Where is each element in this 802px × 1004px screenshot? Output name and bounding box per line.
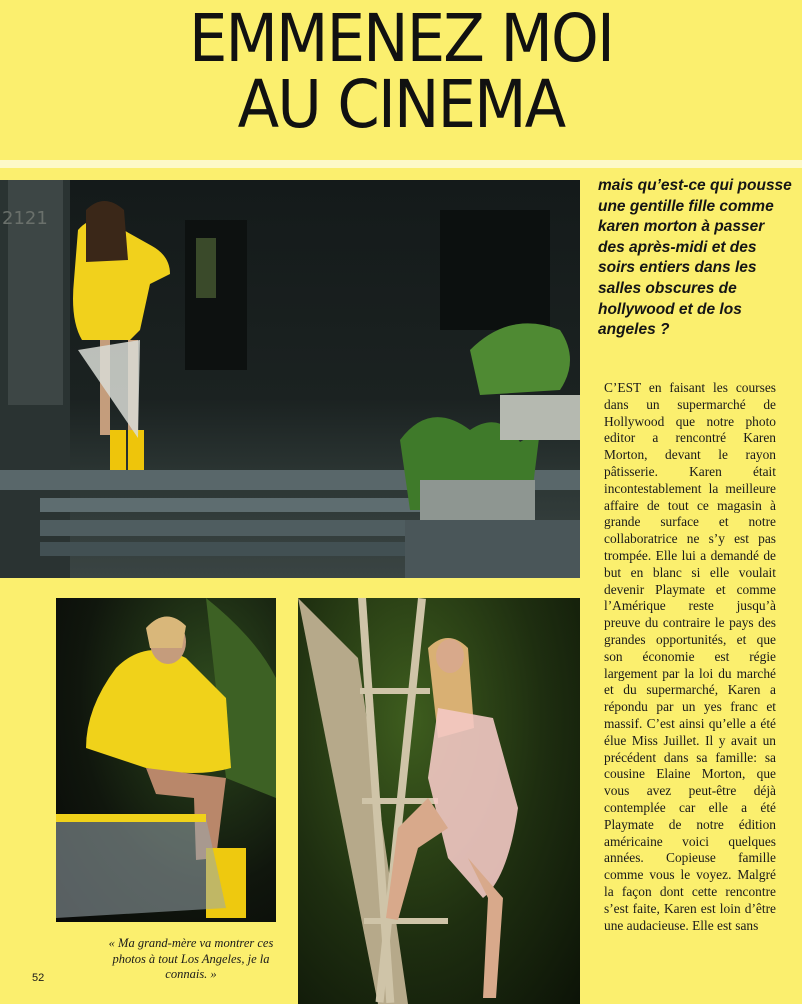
porch-photo [0, 180, 580, 578]
chair-photo [56, 598, 276, 922]
header-rule [0, 160, 802, 168]
porch-number: 2121 [2, 208, 48, 229]
headline [32, 0, 770, 143]
headline-line-1: EMMENEZ MOI [188, 0, 614, 77]
headline-line-2: AU CINEMA [237, 66, 565, 143]
photo-caption: « Ma grand-mère va montrer ces photos à tout Los Angeles, je la connais. » [108, 936, 274, 981]
ladder-photo [298, 598, 580, 1004]
page-number: 52 [32, 972, 45, 984]
article-body: C’EST en faisant les courses dans un supermarché de Hollywood que notre photo editor a rencontré Karen Morton, devant le rayon pâtisserie. Karen était incontestablement la meilleure affaire de tout ce magasin à grande surface et notre collaboratrice ne s’y est pas trompée. Elle lui a demandé de but en blanc si elle voulait devenir Playmate et comme l’Amérique reste jusqu’à preuve du contraire le pays des grandes opportunités, et que son économie est régie largement par la loi du marché et du supermarché, Karen a répondu par un yes franc et massif. C’est ainsi qu’elle a été élue Miss Juillet. Il y avait un précédent dans sa famille: sa cousine Elaine Morton, que vous avez peut-être déjà contemplée car elle a été Playmate de notre édition américaine voici quelques années. Copieuse famille comme vous le voyez. Malgré la façon dont cette rencontre s’est faite, Karen est loin d’être une audacieuse. Elle est sans [604, 380, 776, 933]
lead-paragraph: mais qu’est-ce qui pousse une gentille fille comme karen morton à passer des après-midi et des soirs entiers dans les salles obscures de hollywood et de los angeles ? [598, 177, 792, 339]
